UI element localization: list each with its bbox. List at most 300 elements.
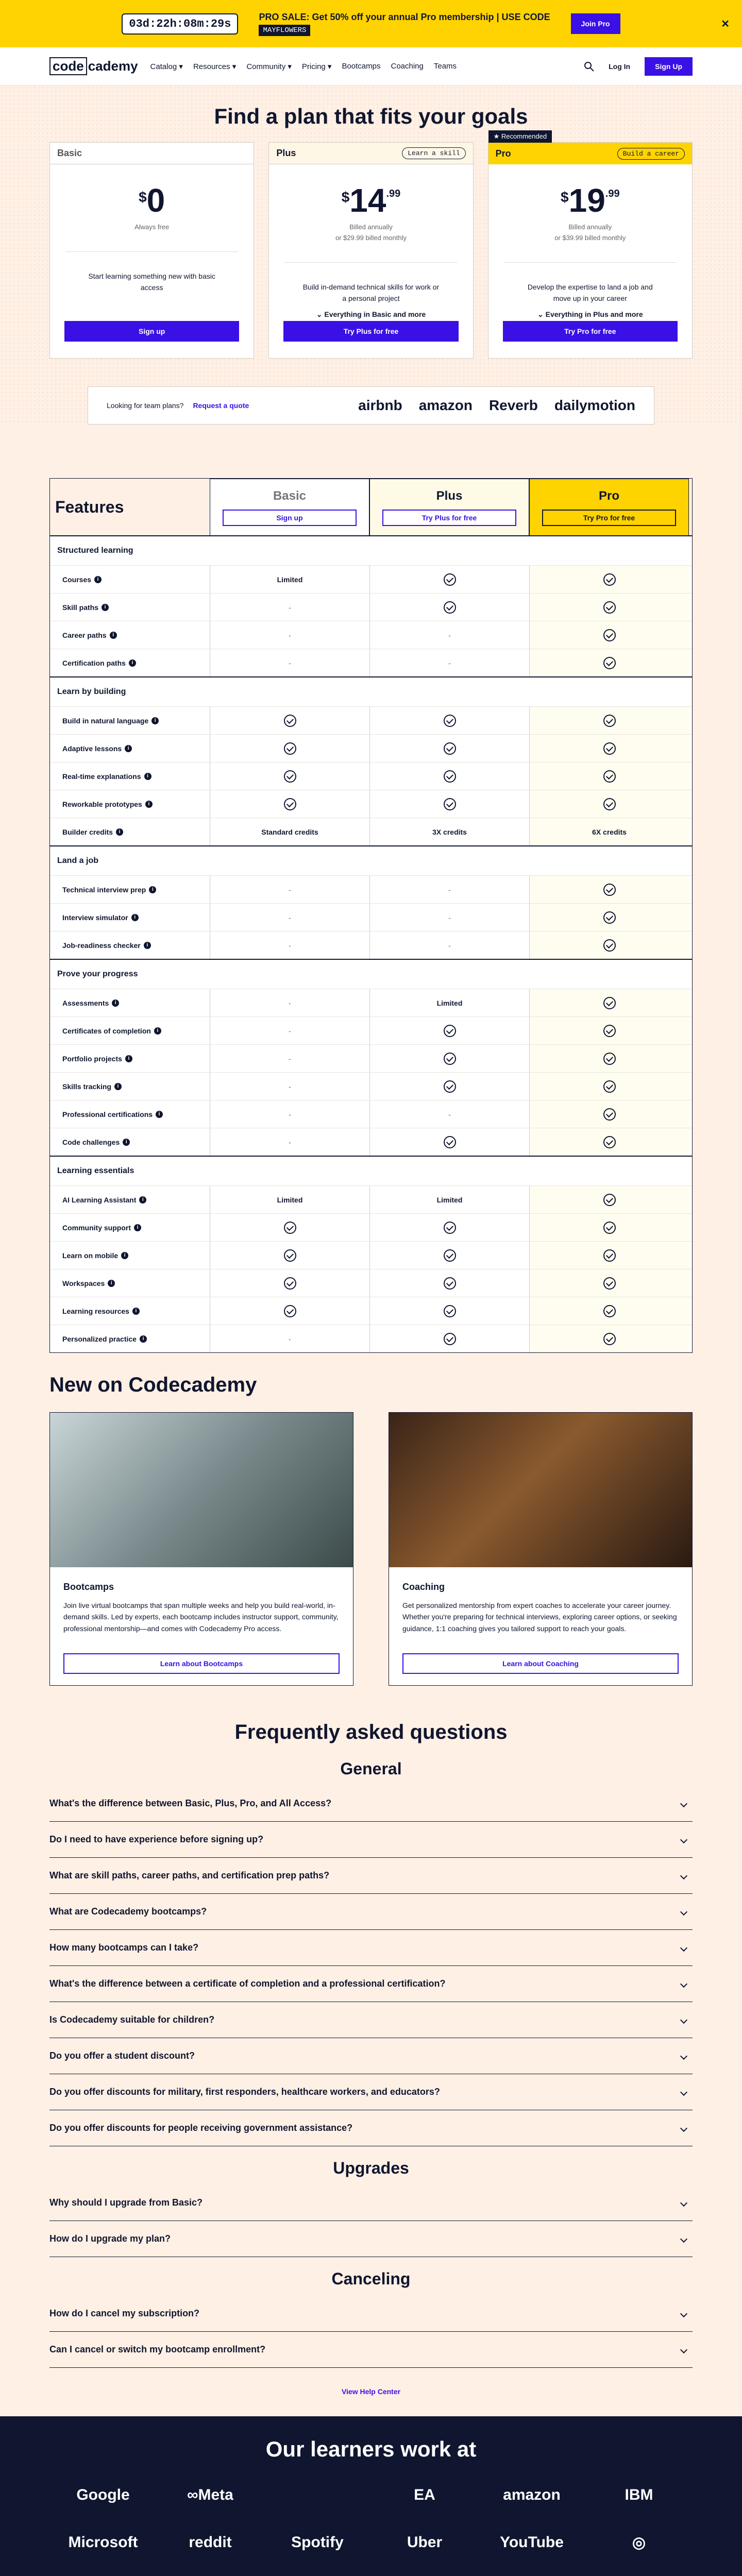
feature-name [50,1045,210,1072]
feature-cell [529,790,689,818]
faq-question-text: How do I upgrade my plan? [49,2233,171,2244]
feature-cell [529,1100,689,1128]
feature-cell [529,1017,689,1044]
feature-label: Learn on mobile [62,1251,119,1260]
plan-price [269,184,473,217]
plan-description: Build in-demand technical skills for work or a personal project [302,282,440,302]
feature-cell [529,1045,689,1072]
login-link[interactable]: Log In [609,62,631,71]
faq-question[interactable] [49,1822,693,1858]
feature-cell [369,1297,529,1325]
info-icon[interactable]: i [149,886,156,893]
feature-cell [529,707,689,734]
feature-label: Job-readiness checker [62,941,141,950]
check-icon [603,884,616,896]
faq-question-text: What are Codecademy bootcamps? [49,1906,207,1917]
company-logo: Google [76,2486,130,2503]
check-icon [444,1277,456,1290]
faq-question-text: Can I cancel or switch my bootcamp enrollment? [49,2344,266,2354]
feature-name [50,566,210,593]
info-icon[interactable]: i [144,773,151,780]
not-included: - [289,1026,291,1035]
divider [284,262,457,263]
basic-signup-button[interactable]: Sign up [64,321,239,342]
check-icon [603,798,616,810]
faq-question[interactable] [49,2110,693,2146]
check-icon [603,1080,616,1093]
nav-links [150,62,457,71]
coaching-image [389,1413,692,1567]
feature-cell [210,1242,369,1269]
check-icon [284,798,296,810]
request-quote-link[interactable]: Request a quote [193,401,249,410]
feature-cell [529,735,689,762]
faq-groups [49,1759,693,2368]
not-included: - [448,658,451,667]
feature-label: Code challenges [62,1138,120,1146]
feature-cell [369,566,529,593]
company-logo: reddit [189,2534,232,2551]
chevron-down-icon [680,2235,687,2242]
not-included: - [289,631,291,639]
feature-name [50,818,210,845]
chevron-down-icon [680,2016,687,2023]
check-icon [603,742,616,755]
check-icon [603,1136,616,1148]
column-try-pro-button[interactable]: Try Pro for free [542,510,676,526]
feature-name [50,1214,210,1241]
feature-cell [369,931,529,959]
divider [65,251,238,252]
feature-row [50,818,692,845]
feature-section-title: Prove your progress [50,959,692,989]
feature-label: Workspaces [62,1279,105,1287]
feature-cell [369,1128,529,1156]
billing-annual: Billed annually [349,223,393,231]
feature-row [50,1016,692,1044]
column-basic [210,479,369,535]
feature-cell [369,594,529,621]
info-icon[interactable]: i [140,1335,147,1343]
brand-logo: amazon [418,397,473,413]
check-icon [444,601,456,614]
check-icon [603,1025,616,1037]
divider [504,262,677,263]
feature-label: Personalized practice [62,1334,137,1343]
feature-cell [529,904,689,931]
billing-monthly: or $39.99 billed monthly [554,233,626,242]
chevron-down-icon [680,1944,687,1951]
faq-question[interactable] [49,1966,693,2002]
feature-cell [210,1214,369,1241]
team-text: Looking for team plans? [107,401,184,410]
feature-cell [210,566,369,593]
feature-cell [210,1186,369,1213]
try-pro-button[interactable]: Try Pro for free [503,321,678,342]
column-plus [369,479,529,535]
not-included: - [289,885,291,894]
faq-question[interactable] [49,1930,693,1966]
feature-row [50,1185,692,1213]
info-icon[interactable]: i [154,1027,161,1035]
feature-name [50,1242,210,1269]
plan-card-plus [268,142,473,359]
plan-tag: Learn a skill [402,147,465,159]
feature-cell [369,1325,529,1352]
info-icon[interactable]: i [132,1308,140,1315]
faq-question[interactable] [49,2185,693,2221]
company-logo: amazon [503,2486,561,2503]
feature-row [50,790,692,818]
info-icon[interactable]: i [114,1083,122,1090]
feature-label: Adaptive lessons [62,744,122,753]
info-icon[interactable]: i [145,801,153,808]
feature-row [50,706,692,734]
feature-sections [50,535,692,1352]
feature-name [50,1269,210,1297]
plan-tag: Build a career [617,148,685,160]
feature-cell [529,1186,689,1213]
column-pro [529,479,689,535]
feature-name [50,1073,210,1100]
feature-cell [210,876,369,903]
info-icon[interactable]: i [123,1139,130,1146]
feature-cell [210,931,369,959]
feature-cell [369,989,529,1016]
company-logo: Uber [407,2534,443,2551]
feature-value: Limited [436,998,463,1007]
feature-row [50,931,692,959]
info-icon[interactable]: i [144,942,151,949]
signup-button[interactable]: Sign Up [645,57,693,76]
feature-cell [369,1186,529,1213]
not-included: - [289,603,291,612]
not-included: - [448,631,451,639]
not-included: - [448,941,451,950]
chevron-down-icon [680,2088,687,2095]
plan-card-basic [49,142,254,359]
learn-bootcamps-button[interactable]: Learn about Bootcamps [63,1653,340,1674]
feature-cell [529,566,689,593]
card-body [389,1567,692,1685]
feature-cell [369,1269,529,1297]
info-icon[interactable]: i [125,1055,132,1062]
feature-row [50,565,692,593]
feature-row [50,1128,692,1156]
feature-cell [210,735,369,762]
nav-actions [584,57,693,76]
check-icon [444,742,456,755]
card-title: Coaching [402,1582,445,1592]
faq-question[interactable] [49,1894,693,1930]
check-icon [444,798,456,810]
company-logo: ◎ [632,2534,646,2551]
feature-row [50,593,692,621]
feature-cell [210,904,369,931]
company-logo: ∞Meta [187,2486,233,2503]
check-icon [603,1249,616,1262]
chevron-down-icon [680,1800,687,1807]
feature-label: Professional certifications [62,1110,153,1118]
check-icon [284,1305,296,1317]
faq-question[interactable] [49,1786,693,1822]
info-icon[interactable]: i [121,1252,128,1259]
price-amount: 0 [146,182,165,219]
chevron-down-icon [680,1872,687,1879]
info-icon[interactable]: i [151,717,159,724]
nav-link[interactable]: Bootcamps [342,61,381,71]
billing-text [269,222,473,244]
column-name: Pro [598,488,619,503]
nav-link[interactable]: Teams [433,61,457,71]
learn-coaching-button[interactable]: Learn about Coaching [402,1653,679,1674]
feature-row [50,734,692,762]
logo-text-part: cademy [88,58,138,74]
feature-row [50,1325,692,1352]
feature-name [50,1325,210,1352]
nav-link[interactable]: Resources ▾ [193,62,237,71]
info-icon[interactable]: i [129,659,136,667]
feature-cell [210,1045,369,1072]
check-icon [284,1277,296,1290]
nav-link[interactable]: Community ▾ [246,62,292,71]
column-name: Basic [273,488,307,503]
feature-cell [210,1269,369,1297]
info-icon[interactable]: i [116,828,123,836]
chevron-down-icon [680,1980,687,1987]
not-included: - [448,913,451,922]
check-icon [444,1053,456,1065]
try-plus-button[interactable]: Try Plus for free [283,321,458,342]
feature-value: Limited [277,575,303,584]
info-icon[interactable]: i [156,1111,163,1118]
feature-value: 3X credits [432,827,467,836]
feature-row [50,1213,692,1241]
bootcamps-card [49,1412,353,1686]
info-icon[interactable]: i [94,576,102,583]
features-header [50,479,692,535]
everything-toggle[interactable]: ⌄ Everything in Basic and more [316,310,426,319]
faq-question-text: Do I need to have experience before signing up? [49,1834,264,1844]
nav-link[interactable]: Coaching [391,61,424,71]
feature-cell [369,818,529,845]
price-cents: .99 [386,188,401,199]
check-icon [444,1025,456,1037]
check-icon [284,1249,296,1262]
info-icon[interactable]: i [110,632,117,639]
feature-label: Community support [62,1223,131,1232]
feature-cell [369,735,529,762]
new-on-section [49,1374,693,1686]
feature-cell [369,876,529,903]
feature-cell [529,594,689,621]
info-icon[interactable]: i [134,1224,141,1231]
faq-question-text: What are skill paths, career paths, and certification prep paths? [49,1870,330,1880]
faq-question[interactable] [49,2074,693,2110]
feature-label: Technical interview prep [62,885,146,894]
faq-question[interactable] [49,2038,693,2074]
join-pro-button[interactable]: Join Pro [571,13,620,34]
feature-cell [369,649,529,676]
plan-header [50,143,254,164]
plan-price [488,184,692,217]
feature-row [50,1044,692,1072]
not-included: - [289,941,291,950]
billing-monthly: or $29.99 billed monthly [335,233,407,242]
info-icon[interactable]: i [102,604,109,611]
logo-code-part: code [49,57,87,75]
faq-question-text: How do I cancel my subscription? [49,2308,200,2318]
check-icon [603,573,616,586]
check-icon [603,657,616,669]
codecademy-logo[interactable] [49,57,138,75]
feature-name [50,707,210,734]
feature-cell [529,1128,689,1156]
price-currency: $ [561,189,569,205]
feature-cell [529,931,689,959]
feature-value: Standard credits [261,827,318,836]
faq-question-text: Do you offer discounts for military, first responders, healthcare workers, and educators? [49,2087,440,2097]
price-currency: $ [139,189,147,205]
new-on-cards [49,1412,693,1686]
feature-cell [210,1325,369,1352]
not-included: - [289,913,291,922]
nav-link[interactable]: Pricing ▾ [301,62,332,71]
faq-question[interactable] [49,2296,693,2332]
feature-cell [529,1073,689,1100]
feature-name [50,594,210,621]
check-icon [284,1222,296,1234]
feature-cell [210,594,369,621]
company-logo: Spotify [291,2534,344,2551]
info-icon[interactable]: i [139,1196,146,1204]
faq-question[interactable] [49,2221,693,2257]
feature-cell [210,989,369,1016]
feature-cell [369,621,529,649]
feature-label: Career paths [62,631,107,639]
check-icon [603,715,616,727]
card-body [50,1567,353,1685]
pricing-hero [0,86,742,425]
not-included: - [289,1082,291,1091]
info-icon[interactable]: i [131,914,139,921]
feature-label: Courses [62,575,92,584]
column-signup-button[interactable]: Sign up [223,510,357,526]
brand-logo: Reverb [488,397,538,413]
feature-section-title: Learn by building [50,676,692,706]
feature-cell [369,707,529,734]
column-name: Plus [436,488,463,503]
feature-label: Build in natural language [62,716,149,725]
feature-section-title: Structured learning [50,535,692,565]
billing-text: Always free [134,223,170,231]
search-icon[interactable] [584,61,594,72]
plan-name: Basic [57,148,82,158]
feature-name [50,904,210,931]
chevron-down-icon [680,1908,687,1915]
feature-label: Skill paths [62,603,99,612]
feature-row [50,1269,692,1297]
card-title: Bootcamps [63,1582,114,1592]
promo-banner [0,0,742,47]
faq-question[interactable] [49,2332,693,2368]
check-icon [444,573,456,586]
feature-cell [529,1242,689,1269]
column-try-plus-button[interactable]: Try Plus for free [382,510,516,526]
feature-cell [529,1214,689,1241]
not-included: - [289,1138,291,1146]
feature-row [50,875,692,903]
feature-value: Limited [277,1195,303,1204]
faq-question-text: Why should I upgrade from Basic? [49,2197,203,2208]
chevron-down-icon [680,2052,687,2059]
feature-name [50,621,210,649]
feature-row [50,1072,692,1100]
feature-name [50,649,210,676]
feature-label: Real-time explanations [62,772,141,781]
close-icon[interactable]: ✕ [721,19,730,30]
feature-cell [529,762,689,790]
brand-logo: dailymotion [554,397,635,413]
promo-text: PRO SALE: Get 50% off your annual Pro membership | USE CODE [259,11,550,22]
nav-link[interactable]: Catalog ▾ [150,62,183,71]
bootcamps-image [50,1413,353,1567]
check-icon [603,1305,616,1317]
feature-cell [529,621,689,649]
check-icon [603,939,616,952]
feature-section-title: Land a job [50,845,692,875]
feature-cell [529,1297,689,1325]
feature-row [50,762,692,790]
check-icon [444,1136,456,1148]
company-logo [264,2486,371,2504]
check-icon [444,1333,456,1345]
feature-label: Learning resources [62,1307,129,1315]
feature-cell [529,1325,689,1352]
feature-label: Assessments [62,998,109,1007]
chevron-down-icon [680,2199,687,2206]
faq-question[interactable] [49,2002,693,2038]
info-icon[interactable]: i [125,745,132,752]
help-center-link[interactable]: View Help Center [341,2387,401,2396]
plan-description: Develop the expertise to land a job and move up in your career [527,282,653,302]
coaching-card [389,1412,693,1686]
plan-card-pro [488,132,693,359]
feature-row [50,649,692,676]
faq-question[interactable] [49,1858,693,1894]
feature-cell [210,1297,369,1325]
everything-toggle[interactable]: ⌄ Everything in Plus and more [537,310,643,319]
check-icon [603,1333,616,1345]
check-icon [284,742,296,755]
check-icon [603,1222,616,1234]
feature-cell [529,649,689,676]
info-icon[interactable]: i [108,1280,115,1287]
feature-section-title: Learning essentials [50,1156,692,1185]
feature-cell [369,790,529,818]
top-nav [0,47,742,86]
feature-cell [210,621,369,649]
info-icon[interactable]: i [112,999,119,1007]
feature-cell [369,1017,529,1044]
chevron-down-icon [680,2124,687,2131]
feature-row [50,1241,692,1269]
learners-title: Our learners work at [265,2437,477,2461]
features-title: Features [55,497,124,516]
chevron-down-icon [680,2346,687,2353]
check-icon [603,911,616,924]
faq-group-title: General [340,1759,402,1778]
